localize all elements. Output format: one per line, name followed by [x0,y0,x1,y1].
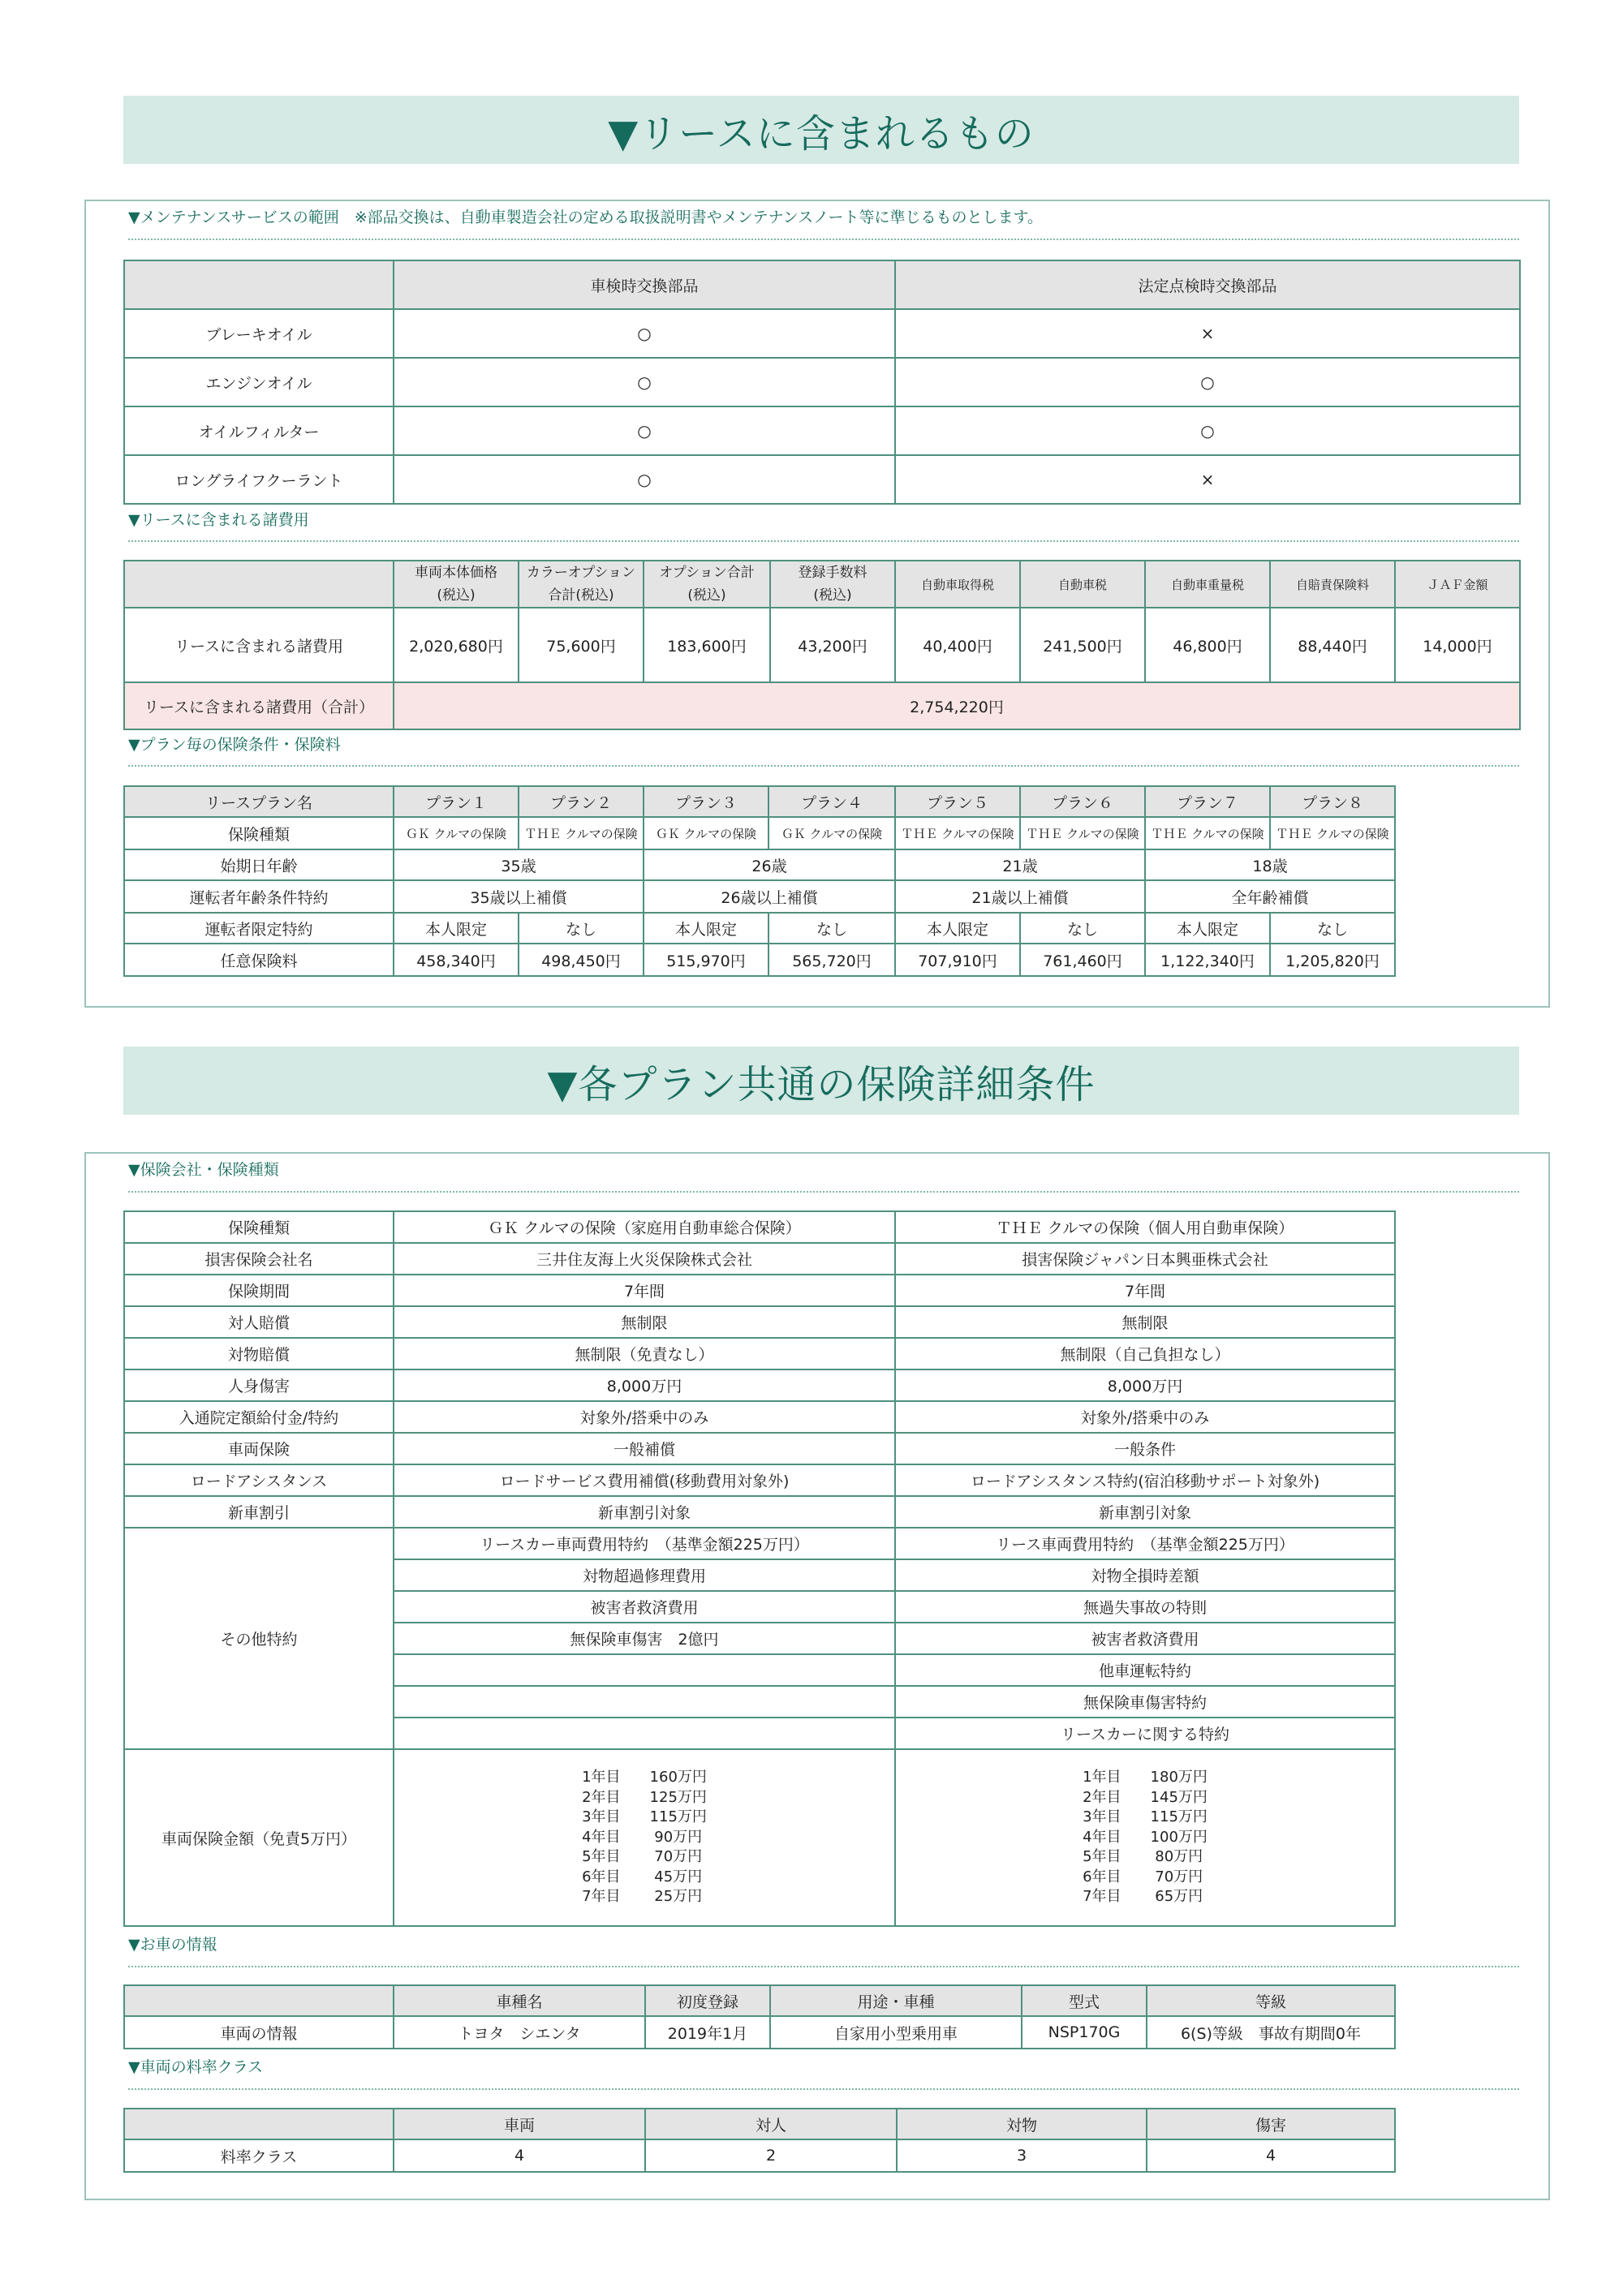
plans-table [123,785,1396,977]
the-value: 対象外/搭乗中のみ [895,1401,1395,1433]
the-value: 一般条件 [895,1433,1395,1464]
gk-vehicle-amounts [394,1749,895,1926]
car-model-code: NSP170G [1022,2016,1147,2049]
houtei-mark: ○ [895,358,1520,406]
col-rate-injury: 傷害 [1147,2109,1395,2139]
gk-value: 新車割引対象 [394,1496,895,1528]
plan-limit: なし [519,913,644,944]
houtei-mark: × [895,309,1520,358]
col-rate-property: 対物 [897,2109,1147,2139]
plan-premium: 707,910円 [895,944,1020,976]
row-label: 対人賠償 [124,1306,394,1338]
gk-rider: リースカー車両費用特約 （基準金額225万円） [394,1528,895,1559]
divider [128,1966,1519,1967]
plan-age-cond: 21歳以上補償 [895,880,1145,913]
gk-rider [394,1686,895,1718]
plan-premium: 498,450円 [519,944,644,976]
col-first-registration: 初度登録 [645,1985,770,2016]
col-model-name: 車種名 [394,1985,645,2016]
row-label: 保険種類 [124,1211,394,1243]
the-vehicle-amount-list [1083,1768,1208,1907]
corner-cell [124,2109,394,2139]
table-row [124,1369,1395,1401]
table-row [124,817,1395,849]
row-label: 運転者限定特約 [124,913,394,944]
col-option-total: オプション合計 (税込) [644,561,770,608]
col-grade: 等級 [1147,1985,1395,2016]
row-label: 入通院定額給付金/特約 [124,1401,394,1433]
plan-limit: 本人限定 [895,913,1020,944]
gk-rider [394,1654,895,1686]
plan-premium: 1,205,820円 [1270,944,1395,976]
fee-value: 183,600円 [644,608,770,682]
col-rate-bodily: 対人 [645,2109,897,2139]
car-heading: ▼お車の情報 [128,1936,217,1954]
rate-value: 2 [645,2139,897,2172]
row-label: 任意保険料 [124,944,394,976]
table-row [124,1496,1395,1528]
car-model: トヨタ シエンタ [394,2016,645,2049]
gk-value: 対象外/搭乗中のみ [394,1401,895,1433]
vehicle-amount-label: 車両保険金額（免責5万円） [124,1749,394,1926]
table-row [124,1243,1395,1275]
total-label: リースに含まれる諸費用（合計） [124,682,394,729]
rate-value: 3 [897,2139,1147,2172]
gk-rider: 無保険車傷害 2億円 [394,1623,895,1654]
part-name: エンジンオイル [124,358,394,406]
plan-premium: 565,720円 [768,944,895,976]
vehicle-amount-line: 6年目 45万円 [582,1868,703,1885]
row-label: リースに含まれる諸費用 [124,608,394,682]
the-rider: 無保険車傷害特約 [895,1686,1395,1718]
the-rider: リース車両費用特約 （基準金額225万円） [895,1528,1395,1559]
part-name: ブレーキオイル [124,309,394,358]
maintenance-heading: ▼メンテナンスサービスの範囲 ※部品交換は、自動車製造会社の定める取扱説明書やメンテナンスノート等に準じるものとします。 [128,209,1044,226]
gk-value: 8,000万円 [394,1369,895,1401]
plan-name: プラン３ [644,786,768,817]
houtei-mark: × [895,455,1520,504]
vehicle-amount-line: 4年目 90万円 [582,1828,703,1846]
vehicle-amount-line: 7年目 25万円 [582,1888,703,1906]
insurer-heading: ▼保険会社・保険種類 [128,1161,279,1179]
table-row [124,1306,1395,1338]
table-row [124,309,1520,358]
vehicle-amount-line: 2年目 145万円 [1083,1788,1208,1806]
table-row [124,944,1395,976]
the-value: 新車割引対象 [895,1496,1395,1528]
part-name: オイルフィルター [124,406,394,455]
gk-value: ロードサービス費用補償(移動費用対象外) [394,1464,895,1496]
plan-name: プラン１ [394,786,519,817]
table-row [124,2016,1395,2049]
plan-age: 21歳 [895,849,1145,880]
the-value: ロードアシスタンス特約(宿泊移動サポート対象外) [895,1464,1395,1496]
fees-heading: ▼リースに含まれる諸費用 [128,511,309,529]
vehicle-amount-line: 6年目 70万円 [1083,1868,1203,1885]
gk-value: 一般補償 [394,1433,895,1464]
col-model-code: 型式 [1022,1985,1147,2016]
vehicle-amount-line: 2年目 125万円 [582,1788,707,1806]
corner-cell [124,1985,394,2016]
col-auto-tax: 自動車税 [1020,561,1145,608]
divider [128,540,1519,542]
plan-premium: 515,970円 [644,944,768,976]
the-value: 損害保険ジャパン日本興亜株式会社 [895,1243,1395,1275]
divider [128,239,1519,240]
divider [128,765,1519,767]
table-row [124,849,1395,880]
table-row [124,2139,1395,2172]
row-label: 車両の情報 [124,2016,394,2049]
vehicle-amount-line: 1年目 160万円 [582,1769,707,1786]
plan-limit: 本人限定 [1145,913,1270,944]
col-usage: 用途・車種 [770,1985,1022,2016]
plan-limit: 本人限定 [644,913,768,944]
the-value: 無制限 [895,1306,1395,1338]
plan-age: 26歳 [644,849,895,880]
plan-limit: なし [768,913,895,944]
vehicle-amount-line: 3年目 115万円 [582,1808,707,1826]
fees-table [123,560,1521,730]
row-label: 始期日年齢 [124,849,394,880]
car-info-table [123,1984,1396,2049]
insurance-details-table [123,1210,1396,1927]
fee-value: 14,000円 [1395,608,1520,682]
fee-value: 88,440円 [1270,608,1395,682]
plan-type: ＧＫ クルマの保険 [768,817,895,849]
fee-value: 46,800円 [1145,608,1270,682]
fee-value: 40,400円 [895,608,1020,682]
total-value: 2,754,220円 [394,682,1520,729]
plan-header-label: リースプラン名 [124,786,394,817]
row-label: 保険種類 [124,817,394,849]
plan-type: ＴＨＥ クルマの保険 [1145,817,1270,849]
plan-age: 18歳 [1145,849,1395,880]
total-row [124,682,1520,729]
section-title-insurance: ▼各プラン共通の保険詳細条件 [123,1047,1519,1115]
col-houtei: 法定点検時交換部品 [895,260,1520,309]
table-row [124,455,1520,504]
the-rider: 被害者救済費用 [895,1623,1395,1654]
plan-limit: なし [1270,913,1395,944]
plans-heading: ▼プラン毎の保険条件・保険料 [128,736,341,754]
the-value: 無制限（自己負担なし） [895,1338,1395,1369]
plan-premium: 458,340円 [394,944,519,976]
row-label: 車両保険 [124,1433,394,1464]
corner-cell [124,561,394,608]
col-rate-vehicle: 車両 [394,2109,645,2139]
vehicle-amount-line: 7年目 65万円 [1083,1888,1203,1906]
section-title-lease: ▼リースに含まれるもの [123,96,1519,164]
gk-value: 無制限（免責なし） [394,1338,895,1369]
maintenance-table [123,260,1521,505]
the-rider: 対物全損時差額 [895,1559,1395,1591]
the-value: ＴＨＥ クルマの保険（個人用自動車保険） [895,1211,1395,1243]
plan-age-cond: 35歳以上補償 [394,880,644,913]
plan-name: プラン２ [519,786,644,817]
car-usage: 自家用小型乗用車 [770,2016,1022,2049]
table-row [124,358,1520,406]
the-value: 8,000万円 [895,1369,1395,1401]
row-label: 対物賠償 [124,1338,394,1369]
other-riders-label: その他特約 [124,1528,394,1749]
the-rider: リースカーに関する特約 [895,1718,1395,1749]
table-row [124,880,1395,913]
divider [128,2088,1519,2090]
plan-age: 35歳 [394,849,644,880]
row-label: 人身傷害 [124,1369,394,1401]
col-color-option: カラーオプション 合計(税込) [519,561,644,608]
table-row [124,1211,1395,1243]
gk-value: ＧＫ クルマの保険（家庭用自動車総合保険） [394,1211,895,1243]
houtei-mark: ○ [895,406,1520,455]
table-row [124,1275,1395,1306]
fee-value: 2,020,680円 [394,608,519,682]
shaken-mark: ○ [394,309,895,358]
gk-value: 無制限 [394,1306,895,1338]
gk-rider [394,1718,895,1749]
shaken-mark: ○ [394,455,895,504]
table-row [124,1528,1395,1559]
table-row [124,1433,1395,1464]
vehicle-amount-line: 5年目 70万円 [582,1848,703,1866]
plan-name: プラン７ [1145,786,1270,817]
plan-type: ＴＨＥ クルマの保険 [895,817,1020,849]
plan-limit: なし [1020,913,1145,944]
plan-name: プラン６ [1020,786,1145,817]
rate-class-table [123,2108,1396,2173]
plan-name: プラン８ [1270,786,1395,817]
the-rider: 他車運転特約 [895,1654,1395,1686]
vehicle-amount-line: 3年目 115万円 [1083,1808,1208,1826]
row-label: ロードアシスタンス [124,1464,394,1496]
shaken-mark: ○ [394,406,895,455]
plan-premium: 761,460円 [1020,944,1145,976]
fee-value: 75,600円 [519,608,644,682]
plan-type: ＴＨＥ クルマの保険 [1020,817,1145,849]
gk-value: 三井住友海上火災保険株式会社 [394,1243,895,1275]
rate-value: 4 [1147,2139,1395,2172]
table-row [124,1338,1395,1369]
gk-vehicle-amount-list [582,1768,707,1907]
fee-value: 43,200円 [770,608,895,682]
col-vehicle-price: 車両本体価格 (税込) [394,561,519,608]
row-label: 運転者年齢条件特約 [124,880,394,913]
corner-cell [124,260,394,309]
table-row [124,913,1395,944]
row-label: 料率クラス [124,2139,394,2172]
table-row [124,406,1520,455]
the-value: 7年間 [895,1275,1395,1306]
car-grade: 6(S)等級 事故有期間0年 [1147,2016,1395,2049]
divider [128,1191,1519,1193]
the-rider: 無過失事故の特則 [895,1591,1395,1623]
plan-type: ＴＨＥ クルマの保険 [519,817,644,849]
plan-name: プラン５ [895,786,1020,817]
col-cali: 自賠責保険料 [1270,561,1395,608]
vehicle-amount-line: 5年目 80万円 [1083,1848,1203,1866]
rate-value: 4 [394,2139,645,2172]
plan-age-cond: 全年齢補償 [1145,880,1395,913]
plan-type: ＧＫ クルマの保険 [394,817,519,849]
plan-type: ＧＫ クルマの保険 [644,817,768,849]
row-label: 保険期間 [124,1275,394,1306]
car-registration: 2019年1月 [645,2016,770,2049]
row-label: 損害保険会社名 [124,1243,394,1275]
vehicle-amount-line: 1年目 180万円 [1083,1769,1208,1786]
plan-premium: 1,122,340円 [1145,944,1270,976]
plan-limit: 本人限定 [394,913,519,944]
table-row [124,1401,1395,1433]
table-row [124,608,1520,682]
col-shaken: 車検時交換部品 [394,260,895,309]
plan-type: ＴＨＥ クルマの保険 [1270,817,1395,849]
col-jaf: ＪＡＦ金額 [1395,561,1520,608]
table-row [124,1464,1395,1496]
gk-rider: 対物超過修理費用 [394,1559,895,1591]
part-name: ロングライフクーラント [124,455,394,504]
plan-age-cond: 26歳以上補償 [644,880,895,913]
fee-value: 241,500円 [1020,608,1145,682]
col-registration-fee: 登録手数料 (税込) [770,561,895,608]
shaken-mark: ○ [394,358,895,406]
vehicle-amount-row [124,1749,1395,1926]
gk-value: 7年間 [394,1275,895,1306]
rate-heading: ▼車両の料率クラス [128,2058,264,2076]
the-vehicle-amounts [895,1749,1395,1926]
row-label: 新車割引 [124,1496,394,1528]
gk-rider: 被害者救済費用 [394,1591,895,1623]
plan-name: プラン４ [768,786,895,817]
col-acquisition-tax: 自動車取得税 [895,561,1020,608]
vehicle-amount-line: 4年目 100万円 [1083,1828,1208,1846]
col-weight-tax: 自動車重量税 [1145,561,1270,608]
